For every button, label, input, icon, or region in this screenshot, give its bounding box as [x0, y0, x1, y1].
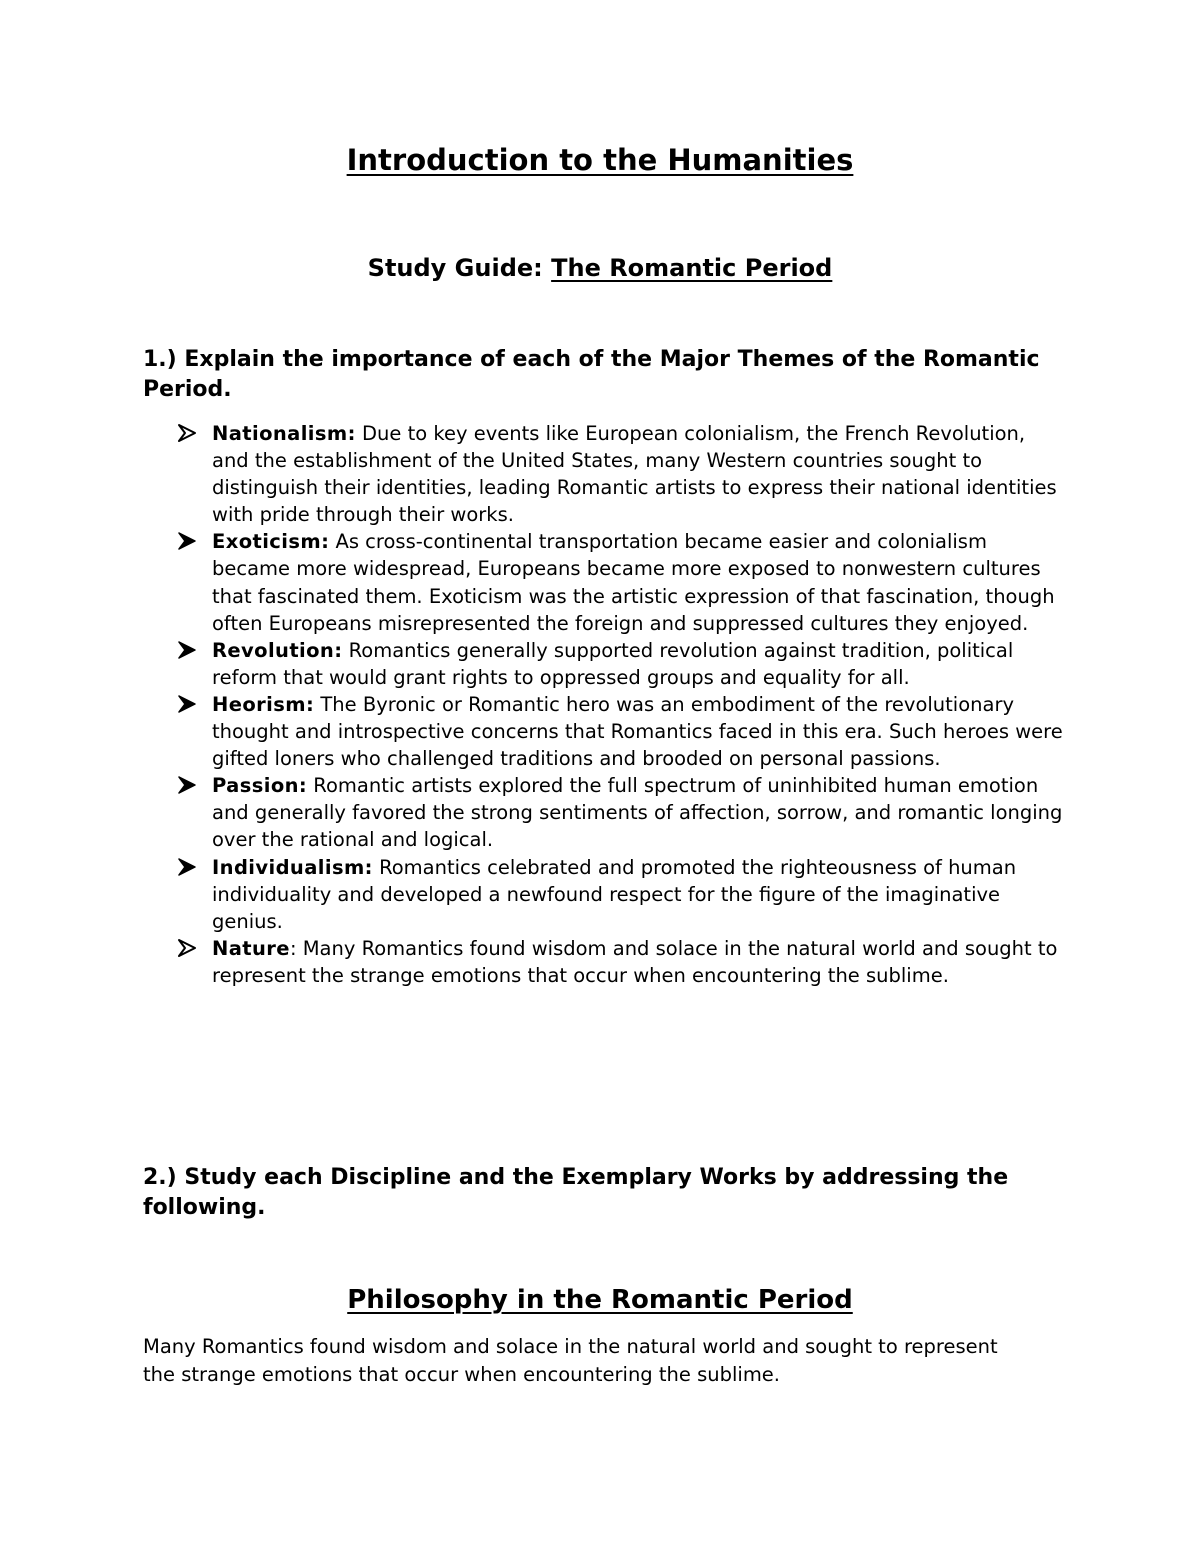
themes-list — [143, 420, 1063, 989]
question-2: 2.) Study each Discipline and the Exemplary Works by addressing the following. — [143, 1165, 1009, 1220]
theme-description: As cross-continental transportation became easier and colonialism became more widespread, Europeans became more exposed to nonwestern cultures that fascinated them. Exoticism was the artistic expression of that fascination, though often Europeans misrepresented the foreign and suppressed cultures they enjoyed. — [212, 530, 1055, 635]
theme-term: Passion: — [212, 774, 308, 798]
theme-item-nationalism — [143, 420, 1063, 528]
theme-item-passion — [143, 772, 1063, 853]
theme-description: Romantic artists explored the full spectrum of uninhibited human emotion and generally favored the strong sentiments of affection, sorrow, and romantic longing over the rational and logical. — [212, 774, 1063, 852]
philosophy-heading: Philosophy in the Romantic Period — [347, 1285, 853, 1315]
theme-item-nature — [143, 935, 1063, 989]
theme-term: Nature — [212, 936, 290, 960]
theme-term: Exoticism: — [212, 530, 330, 554]
question-1: 1.) Explain the importance of each of the Major Themes of the Romantic Period. — [143, 347, 1040, 402]
theme-description: Romantics generally supported revolution against tradition, political reform that would grant rights to oppressed groups and equality for all. — [212, 638, 1014, 689]
solid-arrow-icon — [176, 774, 198, 796]
outline-arrow-icon — [176, 422, 198, 444]
theme-description: : Many Romantics found wisdom and solace in the natural world and sought to represent the strange emotions that occur when encountering the sublime. — [212, 936, 1058, 987]
theme-description: Due to key events like European colonialism, the French Revolution, and the establishment of the United States, many Western countries sought to distinguish their identities, leading Romantic artists to express their national identities with pride through their works. — [212, 422, 1057, 527]
theme-item-heorism — [143, 691, 1063, 772]
study-guide-subtitle — [143, 252, 1057, 284]
document-title: Introduction to the Humanities — [346, 143, 854, 177]
solid-arrow-icon — [176, 856, 198, 878]
theme-term: Heorism: — [212, 692, 315, 716]
theme-term: Individualism: — [212, 855, 373, 879]
outline-arrow-icon — [176, 937, 198, 959]
theme-description: The Byronic or Romantic hero was an embodiment of the revolutionary thought and introspective concerns that Romantics faced in this era. Such heroes were gifted loners who challenged traditions and brooded on personal passions. — [212, 692, 1063, 771]
theme-item-revolution — [143, 637, 1063, 691]
theme-item-exoticism — [143, 528, 1063, 636]
philosophy-paragraph: Many Romantics found wisdom and solace in the natural world and sought to represent the strange emotions that occur when encountering the sublime. — [143, 1335, 998, 1386]
subtitle-topic: The Romantic Period — [551, 254, 833, 282]
subtitle-prefix: Study Guide: — [367, 254, 552, 282]
solid-arrow-icon — [176, 693, 198, 715]
solid-arrow-icon — [176, 530, 198, 552]
theme-term: Nationalism: — [212, 422, 356, 445]
theme-term: Revolution: — [212, 638, 343, 662]
theme-description: Romantics celebrated and promoted the righteousness of human individuality and developed a newfound respect for the figure of the imaginative genius. — [212, 855, 1017, 933]
theme-item-individualism — [143, 854, 1063, 935]
solid-arrow-icon — [176, 639, 198, 661]
